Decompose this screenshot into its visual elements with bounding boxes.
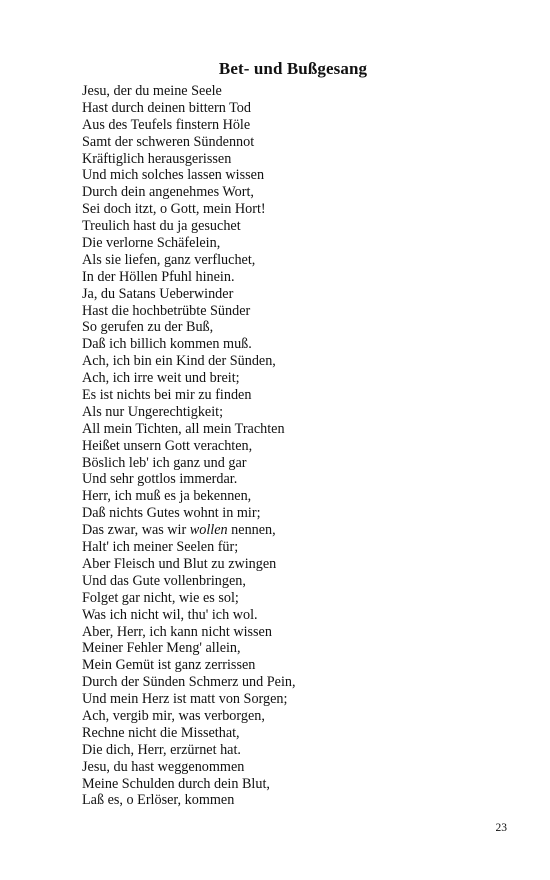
poem-line: Treulich hast du ja gesuchet [82, 218, 241, 235]
page-title: Bet- und Bußgesang [218, 59, 368, 78]
poem-line: Meiner Fehler Meng' allein, [82, 640, 241, 657]
poem-line: Als nur Ungerechtigkeit; [82, 403, 224, 420]
page-number: 23 [495, 822, 507, 834]
emphasized-word: wollen [189, 522, 228, 539]
poem-line: Was ich nicht wil, thu' ich wol. [82, 606, 258, 623]
poem-line: Folget gar nicht, wie es sol; [82, 589, 239, 606]
poem-line-text: Das zwar, was wir [82, 522, 190, 539]
poem-line: Es ist nichts bei mir zu finden [82, 387, 252, 404]
poem-line: Ja, du Satans Ueberwinder [82, 285, 234, 302]
poem-line: Rechne nicht die Missethat, [82, 724, 240, 741]
poem-line: Und mich solches lassen wissen [82, 167, 265, 184]
poem-line: Und sehr gottlos immerdar. [82, 471, 238, 488]
poem-line: Aber Fleisch und Blut zu zwingen [82, 555, 277, 572]
poem-line: Die verlorne Schäfelein, [82, 235, 221, 252]
poem-line: Hast durch deinen bittern Tod [82, 99, 251, 116]
poem-line: In der Höllen Pfuhl hinein. [82, 268, 235, 285]
poem-line: So gerufen zu der Buß, [82, 319, 214, 336]
poem-line: Herr, ich muß es ja bekennen, [82, 488, 252, 505]
poem-line: Daß ich billich kommen muß. [82, 336, 252, 353]
poem-line: Ach, vergib mir, was verborgen, [82, 707, 265, 724]
poem-line: Daß nichts Gutes wohnt in mir; [82, 505, 261, 522]
poem-line: Die dich, Herr, erzürnet hat. [82, 741, 241, 758]
poem-line: Aber, Herr, ich kann nicht wissen [82, 623, 272, 640]
poem-line: Laß es, o Erlöser, kommen [82, 792, 235, 809]
poem-line [82, 522, 296, 539]
poem-line: Samt der schweren Sündennot [82, 133, 255, 150]
poem-line: Jesu, der du meine Seele [82, 83, 222, 99]
poem-line: Halt' ich meiner Seelen für; [82, 539, 239, 556]
poem-line: Jesu, du hast weggenommen [82, 758, 245, 775]
poem-line: Hast die hochbetrübte Sünder [82, 302, 251, 319]
poem-line: All mein Tichten, all mein Trachten [82, 420, 285, 437]
poem-line: Mein Gemüt ist ganz zerrissen [82, 657, 256, 674]
poem-line: Und das Gute vollenbringen, [82, 572, 246, 589]
poem-line: Meine Schulden durch dein Blut, [82, 775, 270, 792]
poem-line: Sei doch itzt, o Gott, mein Hort! [82, 201, 266, 218]
poem-line: Durch der Sünden Schmerz und Pein, [82, 674, 296, 691]
poem-line: Heißet unsern Gott verachten, [82, 437, 253, 454]
poem-line-text: nennen, [227, 522, 276, 539]
poem-line: Ach, ich irre weit und breit; [82, 370, 240, 387]
poem-line: Böslich leb' ich ganz und gar [82, 454, 247, 471]
poem-text [82, 83, 296, 809]
poem-line: Kräftiglich herausgerissen [82, 150, 232, 167]
poem-line: Und mein Herz ist matt von Sorgen; [82, 691, 288, 708]
poem-line: Ach, ich bin ein Kind der Sünden, [82, 353, 276, 370]
poem-line: Als sie liefen, ganz verfluchet, [82, 251, 256, 268]
poem-line: Durch dein angenehmes Wort, [82, 184, 254, 201]
poem-line: Aus des Teufels finstern Höle [82, 116, 251, 133]
